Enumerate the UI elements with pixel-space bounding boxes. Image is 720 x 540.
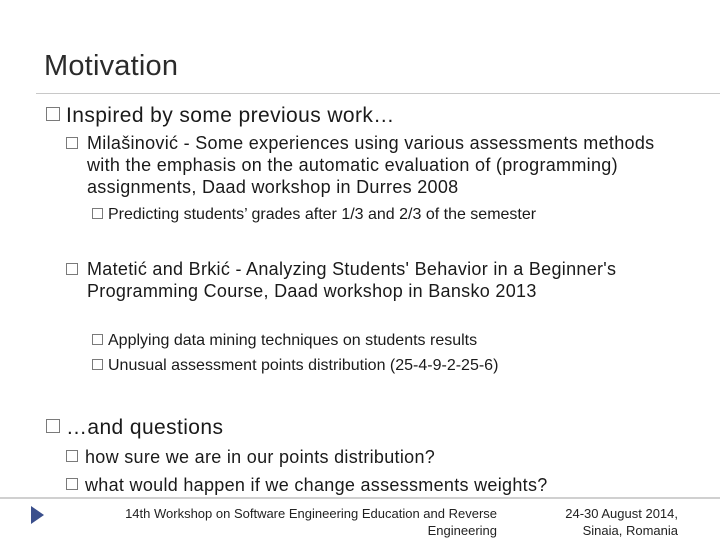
bullet-unusual [92, 356, 498, 376]
footer-date-place [520, 505, 678, 539]
bullet-milasinovic-marker [66, 133, 85, 155]
bullet-inspired [46, 104, 395, 128]
bullet-unusual-text: Unusual assessment points distribution (25-4-9-2-25-6) [108, 357, 499, 374]
checkbox-bullet-icon [66, 450, 78, 462]
slide-title: Motivation [44, 50, 179, 82]
bullet-matetic-marker [66, 259, 85, 281]
bullet-inspired-text: Inspired by some previous work… [66, 104, 395, 127]
footer-date: 24-30 August 2014, [565, 506, 678, 521]
checkbox-bullet-icon [92, 334, 103, 345]
footer-workshop [80, 505, 497, 539]
bullet-mining-text: Applying data mining techniques on students results [108, 332, 478, 349]
checkbox-bullet-icon [46, 419, 60, 433]
bullet-what-would-text: what would happen if we change assessments weights? [85, 475, 548, 495]
checkbox-bullet-icon [66, 478, 78, 490]
checkbox-bullet-icon [66, 263, 78, 275]
bullet-how-sure-text: how sure we are in our points distribution? [85, 447, 436, 467]
bullet-questions [46, 416, 223, 440]
bullet-matetic-text: Matetić and Brkić - Analyzing Students' Behavior in a Beginner's Programming Course, Daad workshop in Bansko 2013 [87, 259, 617, 301]
checkbox-bullet-icon [92, 359, 103, 370]
footer-divider [0, 497, 720, 499]
title-divider [36, 93, 720, 94]
bullet-mining [92, 331, 477, 351]
slide-arrow-icon [31, 506, 44, 524]
checkbox-bullet-icon [66, 137, 78, 149]
bullet-how-sure [66, 446, 435, 468]
checkbox-bullet-icon [46, 107, 60, 121]
bullet-milasinovic-text: Milašinović - Some experiences using various assessments methods with the emphasis on the automatic evaluation of (programming) assignments, Daad workshop in Durres 2008 [87, 133, 655, 197]
bullet-predicting [92, 205, 536, 225]
footer-workshop-line1: 14th Workshop on Software Engineering Education and Reverse [125, 506, 497, 521]
bullet-predicting-text: Predicting students’ grades after 1/3 and 2/3 of the semester [108, 206, 537, 223]
footer-workshop-line2: Engineering [427, 523, 497, 538]
footer-place: Sinaia, Romania [582, 523, 678, 538]
checkbox-bullet-icon [92, 208, 103, 219]
bullet-what-would [66, 474, 548, 496]
bullet-questions-text: …and questions [66, 416, 224, 439]
